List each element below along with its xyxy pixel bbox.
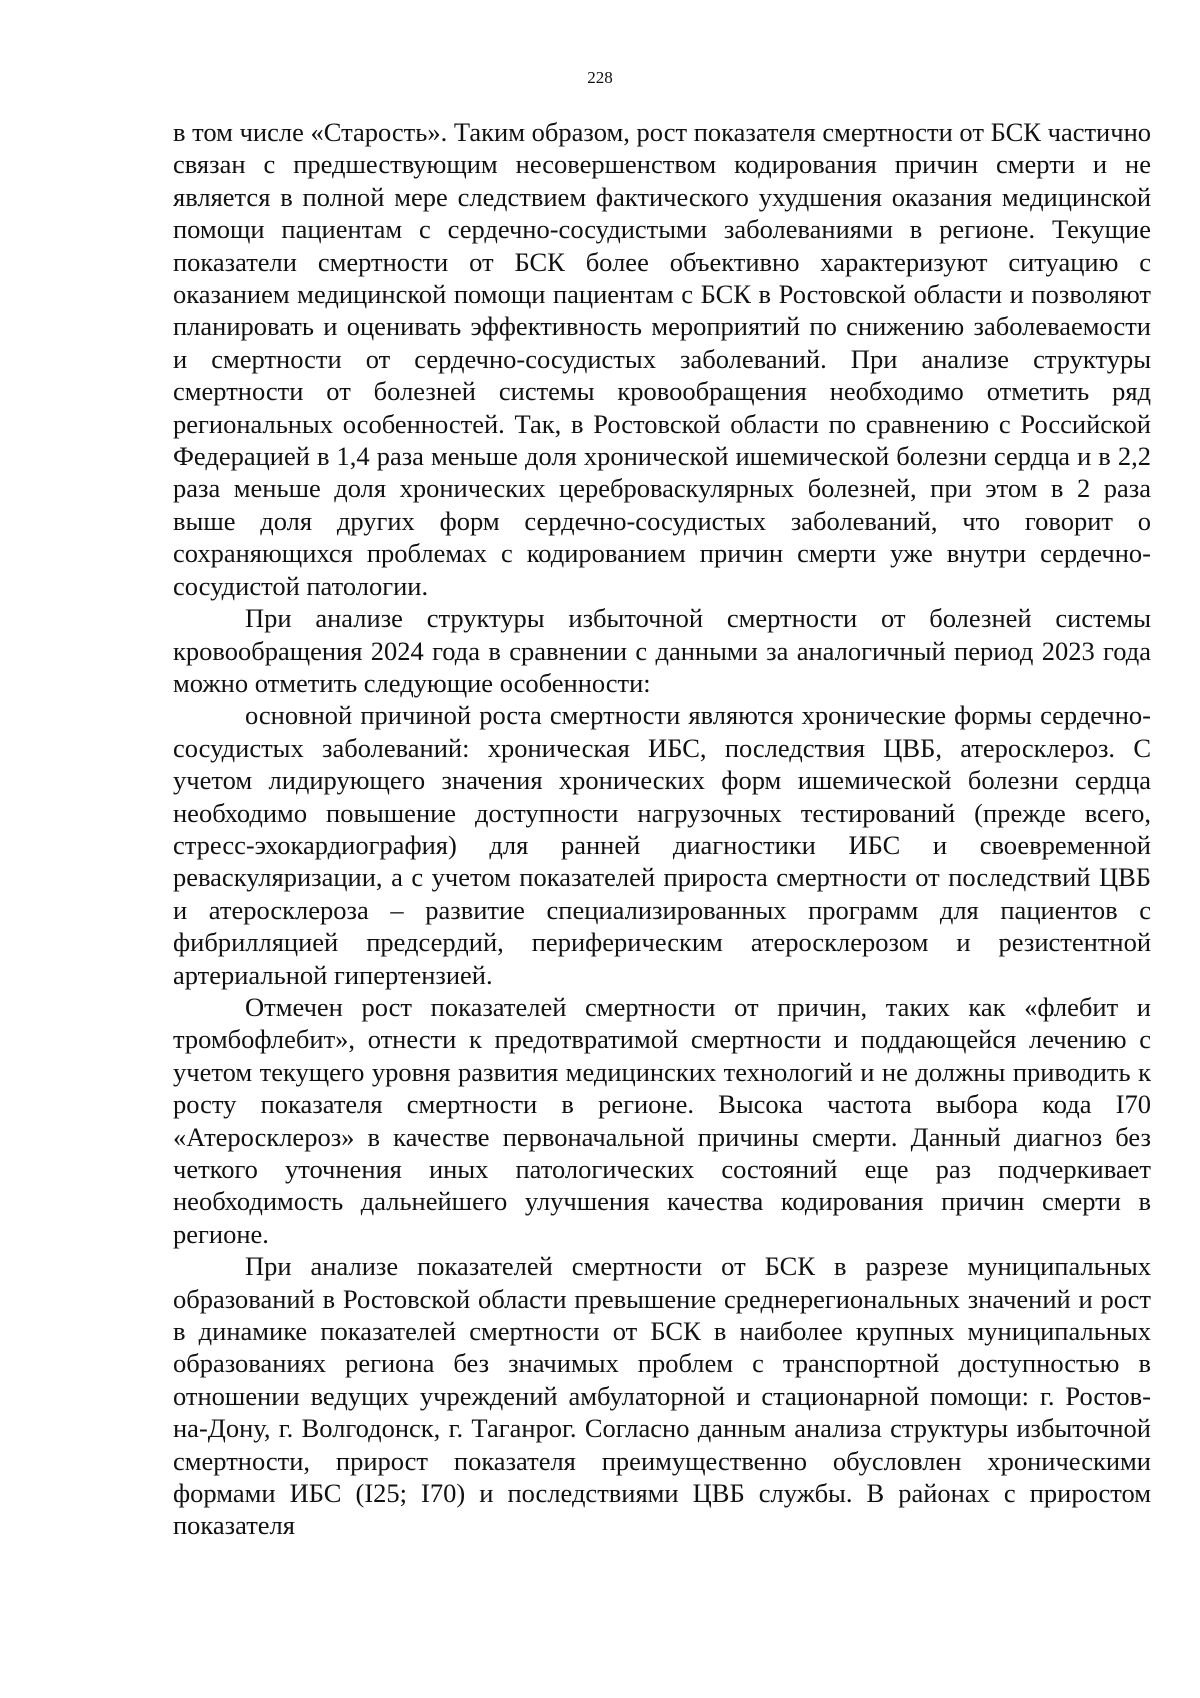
body-text — [173, 116, 1151, 1542]
paragraph-1: в том числе «Старость». Таким образом, рост показателя смертности от БСК частично связан с предшествующим несовершенством кодирования причин смерти и не является в полной мере следствием фактического ухудшения оказания медицинской помощи пациентам с сердечно-сосудистыми заболеваниями в регионе. Текущие показатели смертности от БСК более объективно характеризуют ситуацию с оказанием медицинской помощи пациентам с БСК в Ростовской области и позволяют планировать и оценивать эффективность мероприятий по снижению заболеваемости и смертности от сердечно-сосудистых заболеваний. При анализе структуры смертности от болезней системы кровообращения необходимо отметить ряд региональных особенностей. Так, в Ростовской области по сравнению с Российской Федерацией в 1,4 раза меньше доля хронической ишемической болезни сердца и в 2,2 раза меньше доля хронических цереброваскулярных болезней, при этом в 2 раза выше доля других форм сердечно-сосудистых заболеваний, что говорит о сохраняющихся проблемах с кодированием причин смерти уже внутри сердечно-сосудистой патологии. — [173, 117, 1151, 601]
paragraph-5: При анализе показателей смертности от БСК в разрезе муниципальных образований в Ростовской области превышение среднерегиональных значений и рост в динамике показателей смертности от БСК в наиболее крупных муниципальных образованиях региона без значимых проблем с транспортной доступностью в отношении ведущих учреждений амбулаторной и стационарной помощи: г. Ростов-на-Дону, г. Волгодонск, г. Таганрог. Согласно данным анализа структуры избыточной смертности, прирост показателя преимущественно обусловлен хроническими формами ИБС (I25; I70) и последствиями ЦВБ службы. В районах с приростом показателя — [173, 1251, 1151, 1541]
paragraph-4: Отмечен рост показателей смертности от причин, таких как «флебит и тромбофлебит», отнести к предотвратимой смертности и поддающейся лечению с учетом текущего уровня развития медицинских технологий и не должны приводить к росту показателя смертности в регионе. Высока частота выбора кода I70 «Атеросклероз» в качестве первоначальной причины смерти. Данный диагноз без четкого уточнения иных патологических состояний еще раз подчеркивает необходимость дальнейшего улучшения качества кодирования причин смерти в регионе. — [173, 991, 1151, 1249]
paragraph-3: основной причиной роста смертности являются хронические формы сердечно-сосудистых заболеваний: хроническая ИБС, последствия ЦВБ, атеросклероз. С учетом лидирующего значения хронических форм ишемической болезни сердца необходимо повышение доступности нагрузочных тестирований (прежде всего, стресс-эхокардиография) для ранней диагностики ИБС и своевременной реваскуляризации, а с учетом показателей прироста смертности от последствий ЦВБ и атеросклероза – развитие специализированных программ для пациентов с фибрилляцией предсердий, периферическим атеросклерозом и резистентной артериальной гипертензией. — [173, 700, 1151, 990]
paragraph-2: При анализе структуры избыточной смертности от болезней системы кровообращения 2024 года в сравнении с данными за аналогичный период 2023 года можно отметить следующие особенности: — [173, 603, 1151, 698]
page-number: 228 — [587, 68, 613, 87]
